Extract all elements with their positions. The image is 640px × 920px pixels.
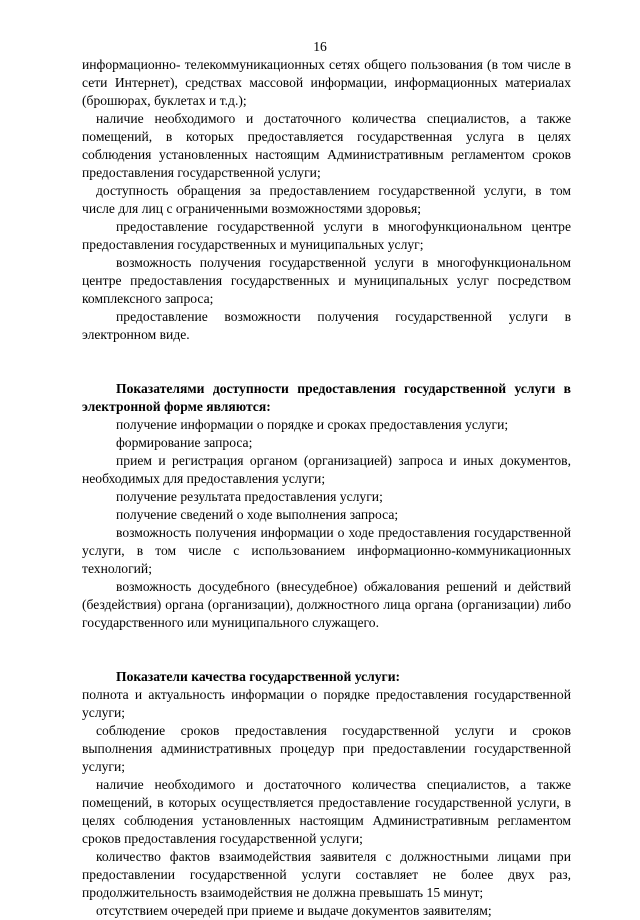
paragraph-info-channels: информационно- телекоммуникационных сетях общего пользования (в том числе в сети Интернет), средствах массовой информации, информационных материалах (брошюрах, буклетах и т.д.);: [82, 57, 571, 108]
page-number: 16: [313, 39, 327, 54]
quality-item-queues: отсутствием очередей при приеме и выдаче документов заявителям;: [96, 903, 492, 918]
paragraph-electronic: предоставление возможности получения государственной услуги в электронном виде.: [82, 309, 571, 342]
paragraph-specialists: наличие необходимого и достаточного количества специалистов, а также помещений, в которых предоставляется государственная услуга в целях соблюдения установленных настоящим Административным регламентом сроков предоставления государственной услуги;: [82, 111, 571, 180]
quality-item-completeness: полнота и актуальность информации о порядке предоставления государственной услуги;: [82, 687, 571, 720]
quality-item-interactions: количество фактов взаимодействия заявителя с должностными лицами при предоставлении государственной услуги составляет не более двух раз, продолжительность взаимодействия не должна превышать 15 минут;: [82, 849, 571, 900]
heading-quality-indicators: Показатели качества государственной услуги:: [116, 669, 401, 684]
quality-item-deadlines: соблюдение сроков предоставления государственной услуги и сроков выполнения административных процедур при предоставлении государственной услуги;: [82, 723, 571, 774]
list-item-appeal: возможность досудебного (внесудебное) обжалования решений и действий (бездействия) органа (организации), должностного лица органа (организации) либо государственного или муниципального служащего.: [82, 579, 571, 630]
paragraph-mfc-complex: возможность получения государственной услуги в многофункциональном центре предоставления государственных и муниципальных услуг посредством комплексного запроса;: [82, 255, 571, 306]
list-item-request-form: формирование запроса;: [116, 435, 253, 450]
list-item-registration: прием и регистрация органом (организацией) запроса и иных документов, необходимых для предоставления услуги;: [82, 453, 571, 486]
quality-item-specialists: наличие необходимого и достаточного количества специалистов, а также помещений, в которых осуществляется предоставление государственной услуги, в целях соблюдения установленных настоящим Административным регламентом сроков предоставления государственной услуги;: [82, 777, 571, 846]
list-item-progress-info: возможность получения информации о ходе предоставления государственной услуги, в том числе с использованием информационно-коммуникационных технологий;: [82, 525, 571, 576]
list-item-result: получение результата предоставления услуги;: [116, 489, 383, 504]
paragraph-accessibility: доступность обращения за предоставлением государственной услуги, в том числе для лиц с ограниченными возможностями здоровья;: [82, 183, 571, 216]
heading-electronic-indicators: Показателями доступности предоставления государственной услуги в электронной форме являются:: [82, 381, 571, 414]
document-body: [82, 56, 571, 920]
list-item-info: получение информации о порядке и сроках предоставления услуги;: [116, 417, 509, 432]
list-item-status: получение сведений о ходе выполнения запроса;: [116, 507, 399, 522]
paragraph-mfc: предоставление государственной услуги в многофункциональном центре предоставления государственных и муниципальных услуг;: [82, 219, 571, 252]
